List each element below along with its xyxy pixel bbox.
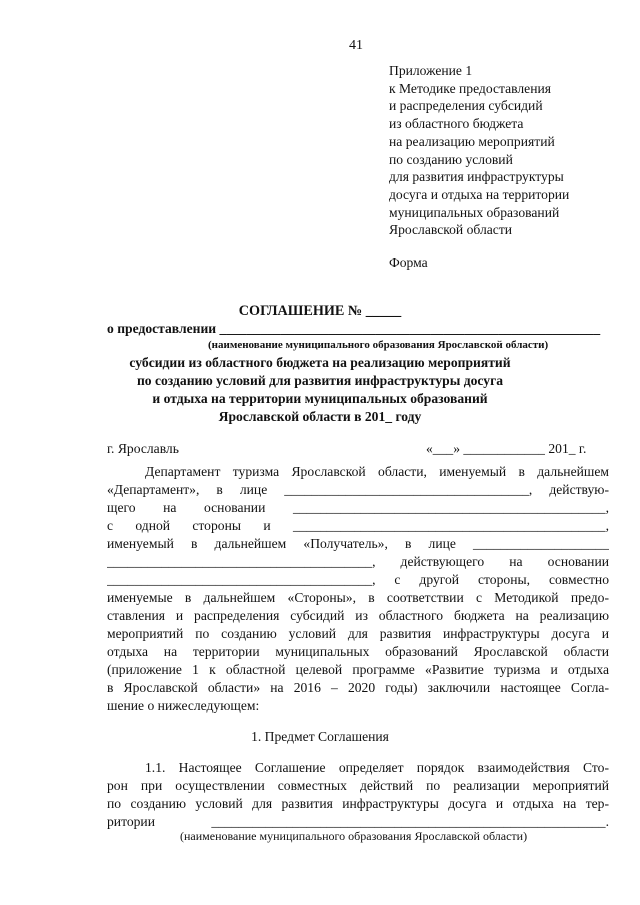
- section-line: 1.1. Настоящее Соглашение определяет порядок взаимодействия Сто-: [145, 760, 609, 775]
- title-line-3: субсидии из областного бюджета на реализацию мероприятий: [129, 355, 511, 370]
- preamble-line: с одной стороны и ______________________________________________,: [107, 518, 609, 533]
- subject-prefix: о предоставлении: [107, 321, 220, 336]
- section-line: по созданию условий для развития инфраструктуры досуга и отдыха на тер-: [107, 796, 609, 811]
- appendix-line: к Методике предоставления: [389, 80, 552, 96]
- appendix-line: Приложение 1: [389, 63, 473, 78]
- date-field: «___» ____________ 201_ г.: [426, 441, 587, 456]
- section-heading: 1. Предмет Соглашения: [251, 729, 389, 744]
- preamble-line: щего на основании ______________________________________________,: [107, 500, 609, 515]
- preamble-line: именуемые в дальнейшем «Стороны», в соответствии с Методикой предо-: [107, 590, 609, 605]
- title-line-6: Ярославской области в 201_ году: [218, 409, 422, 424]
- preamble-line: ставления и распределения субсидий из областного бюджета на реализацию: [107, 608, 609, 623]
- page-number: 41: [349, 38, 363, 53]
- municipality-blank: ________________________________________________________: [219, 321, 601, 336]
- preamble-line: (приложение 1 к областной целевой программе «Развитие туризма и отдыха: [107, 662, 609, 677]
- section-line: ритории __________________________________________________________.: [107, 814, 609, 829]
- appendix-block: [389, 62, 569, 239]
- appendix-line: по созданию условий: [389, 151, 513, 167]
- preamble-line: «Департамент», в лице ____________________________________, действую-: [107, 482, 609, 497]
- agreement-title: СОГЛАШЕНИЕ № _____: [238, 303, 402, 319]
- municipality-caption: (наименование муниципального образования Ярославской области): [208, 339, 549, 351]
- city-label: г. Ярославль: [107, 441, 179, 456]
- preamble-line: _______________________________________, с другой стороны, совместно: [107, 572, 609, 587]
- title-line-5: и отдыха на территории муниципальных образований: [152, 391, 488, 406]
- appendix-line: Ярославской области: [389, 222, 513, 238]
- appendix-line: из областного бюджета: [389, 116, 524, 132]
- appendix-line: и распределения субсидий: [389, 98, 543, 114]
- preamble-line: в Ярославской области» на 2016 – 2020 годы) заключили настоящее Согла-: [107, 680, 609, 695]
- title-line-4: по созданию условий для развития инфраструктуры досуга: [136, 373, 504, 388]
- appendix-line: на реализацию мероприятий: [389, 133, 555, 149]
- appendix-line: для развития инфраструктуры: [389, 169, 564, 185]
- section-line: рон при осуществлении совместных действий по реализации мероприятий: [107, 778, 609, 793]
- form-label: Форма: [389, 255, 428, 270]
- appendix-line: досуга и отдыха на территории: [389, 186, 570, 202]
- preamble-line: именуемый в дальнейшем «Получатель», в лице ____________________: [107, 536, 609, 551]
- section-caption: (наименование муниципального образования Ярославской области): [180, 829, 528, 843]
- preamble-line: _______________________________________, действующего на основании: [107, 554, 609, 569]
- appendix-line: муниципальных образований: [389, 204, 560, 220]
- preamble-line: мероприятий по созданию условий для развития инфраструктуры досуга и: [107, 626, 609, 641]
- preamble-line: Департамент туризма Ярославской области, именуемый в дальнейшем: [145, 464, 609, 479]
- agreement-subject-line: [107, 320, 600, 338]
- preamble-line: отдыха на территории муниципальных образований Ярославской области: [107, 644, 609, 659]
- preamble-line: шение о нижеследующем:: [107, 698, 260, 713]
